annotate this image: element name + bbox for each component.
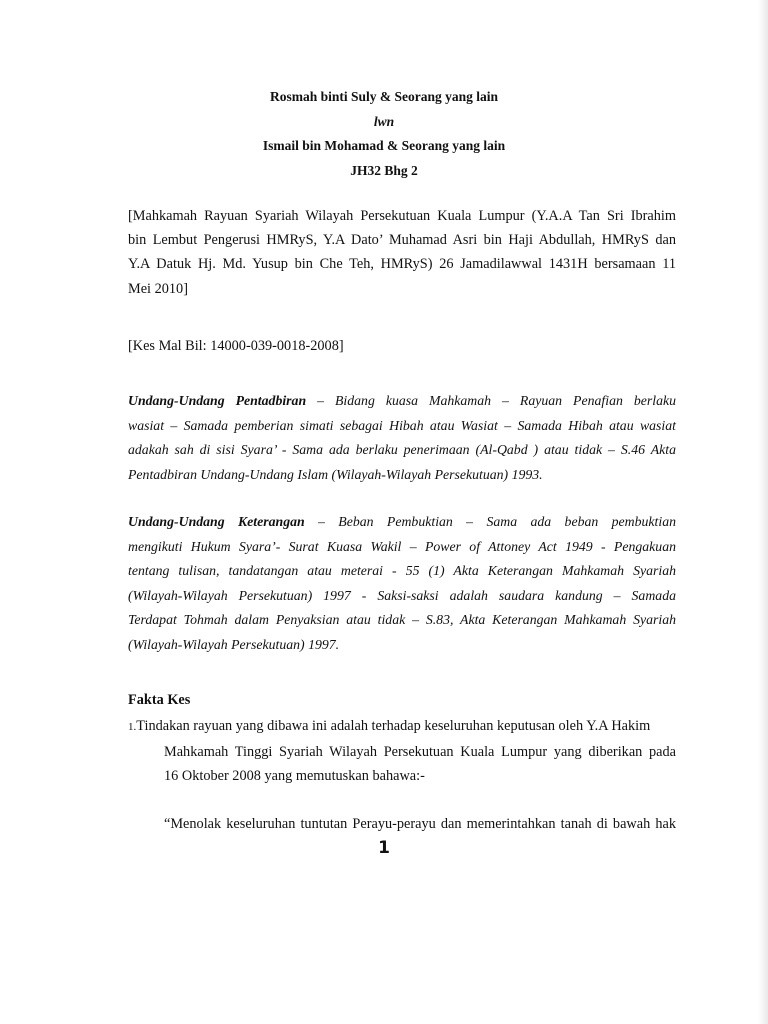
court-info-line: Y.A Datuk Hj. Md. Yusup bin Che Teh, HMRyS) 26 Jamadilawwal 1431H bersamaan 11 (128, 256, 676, 273)
catchwords-line: mengikuti Hukum Syara’- Surat Kuasa Wakil – Power of Attoney Act 1949 - Pengakuan (128, 538, 676, 554)
catchwords-line: (Wilayah-Wilayah Persekutuan) 1997 - Saksi-saksi adalah saudara kandung – Samada (128, 587, 676, 603)
court-info-line: [Mahkamah Rayuan Syariah Wilayah Persekutuan Kuala Lumpur (Y.A.A Tan Sri Ibrahim (128, 208, 676, 224)
journal-reference: JH32 Bhg 2 (350, 162, 418, 178)
page-edge-shadow (758, 0, 768, 1024)
respondent-title: Ismail bin Mohamad & Seorang yang lain (262, 138, 506, 153)
catchwords-line: adakah sah di sisi Syara’ - Sama ada berlaku penerimaan (Al-Qabd ) atau tidak – S.46 Akta (128, 442, 676, 457)
case-header (0, 85, 768, 183)
versus-label: lwn (373, 113, 395, 129)
catchwords-lead: Undang-Undang Pentadbiran (128, 393, 307, 408)
page-number: 1 (378, 838, 390, 858)
catchwords-line: Terdapat Tohmah dalam Penyaksian atau tidak – S.83, Akta Keterangan Mahkamah Syariah (128, 612, 676, 627)
catchwords-line (128, 389, 676, 414)
catchwords-line (128, 510, 676, 535)
paragraph-line: 16 Oktober 2008 yang memutuskan bahawa:- (164, 768, 425, 784)
paragraph-text: Tindakan rayuan yang dibawa ini adalah terhadap keseluruhan keputusan oleh Y.A Hakim (136, 718, 651, 734)
court-info-line: Mei 2010] (128, 280, 188, 297)
court-info-paragraph (128, 204, 676, 301)
paragraph-first-line (128, 714, 676, 740)
catchwords-administrative-law (128, 389, 676, 487)
case-number: [Kes Mal Bil: 14000-039-0018-2008] (128, 338, 344, 354)
appellant-title: Rosmah binti Suly & Seorang yang lain (269, 89, 499, 104)
catchwords-line: tentang tulisan, tandatangan atau meterai - 55 (1) Akta Keterangan Mahkamah Syariah (128, 563, 676, 578)
catchwords-line: (Wilayah-Wilayah Persekutuan) 1997. (128, 636, 340, 652)
paragraph-number: 1. (128, 721, 137, 733)
catchwords-text: – Beban Pembuktian – Sama ada beban pembuktian (304, 514, 676, 529)
catchwords-evidence-law (128, 510, 676, 657)
catchwords-text: – Bidang kuasa Mahkamah – Rayuan Penafian berlaku (306, 393, 676, 408)
paragraph-line: Mahkamah Tinggi Syariah Wilayah Persekutuan Kuala Lumpur yang diberikan pada (164, 743, 676, 760)
catchwords-line: wasiat – Samada pemberian simati sebagai Hibah atau Wasiat – Samada Hibah atau wasiat (128, 417, 676, 433)
facts-paragraph (128, 714, 676, 789)
section-heading: Fakta Kes (128, 692, 191, 708)
catchwords-line: Pentadbiran Undang-Undang Islam (Wilayah-Wilayah Persekutuan) 1993. (128, 466, 543, 482)
catchwords-lead: Undang-Undang Keterangan (128, 514, 305, 529)
quoted-judgment: “Menolak keseluruhan tuntutan Perayu-perayu dan memerintahkan tanah di bawah hak (164, 816, 676, 832)
court-info-line: bin Lembut Pengerusi HMRyS, Y.A Dato’ Muhamad Asri bin Haji Abdullah, HMRyS dan (128, 232, 676, 249)
